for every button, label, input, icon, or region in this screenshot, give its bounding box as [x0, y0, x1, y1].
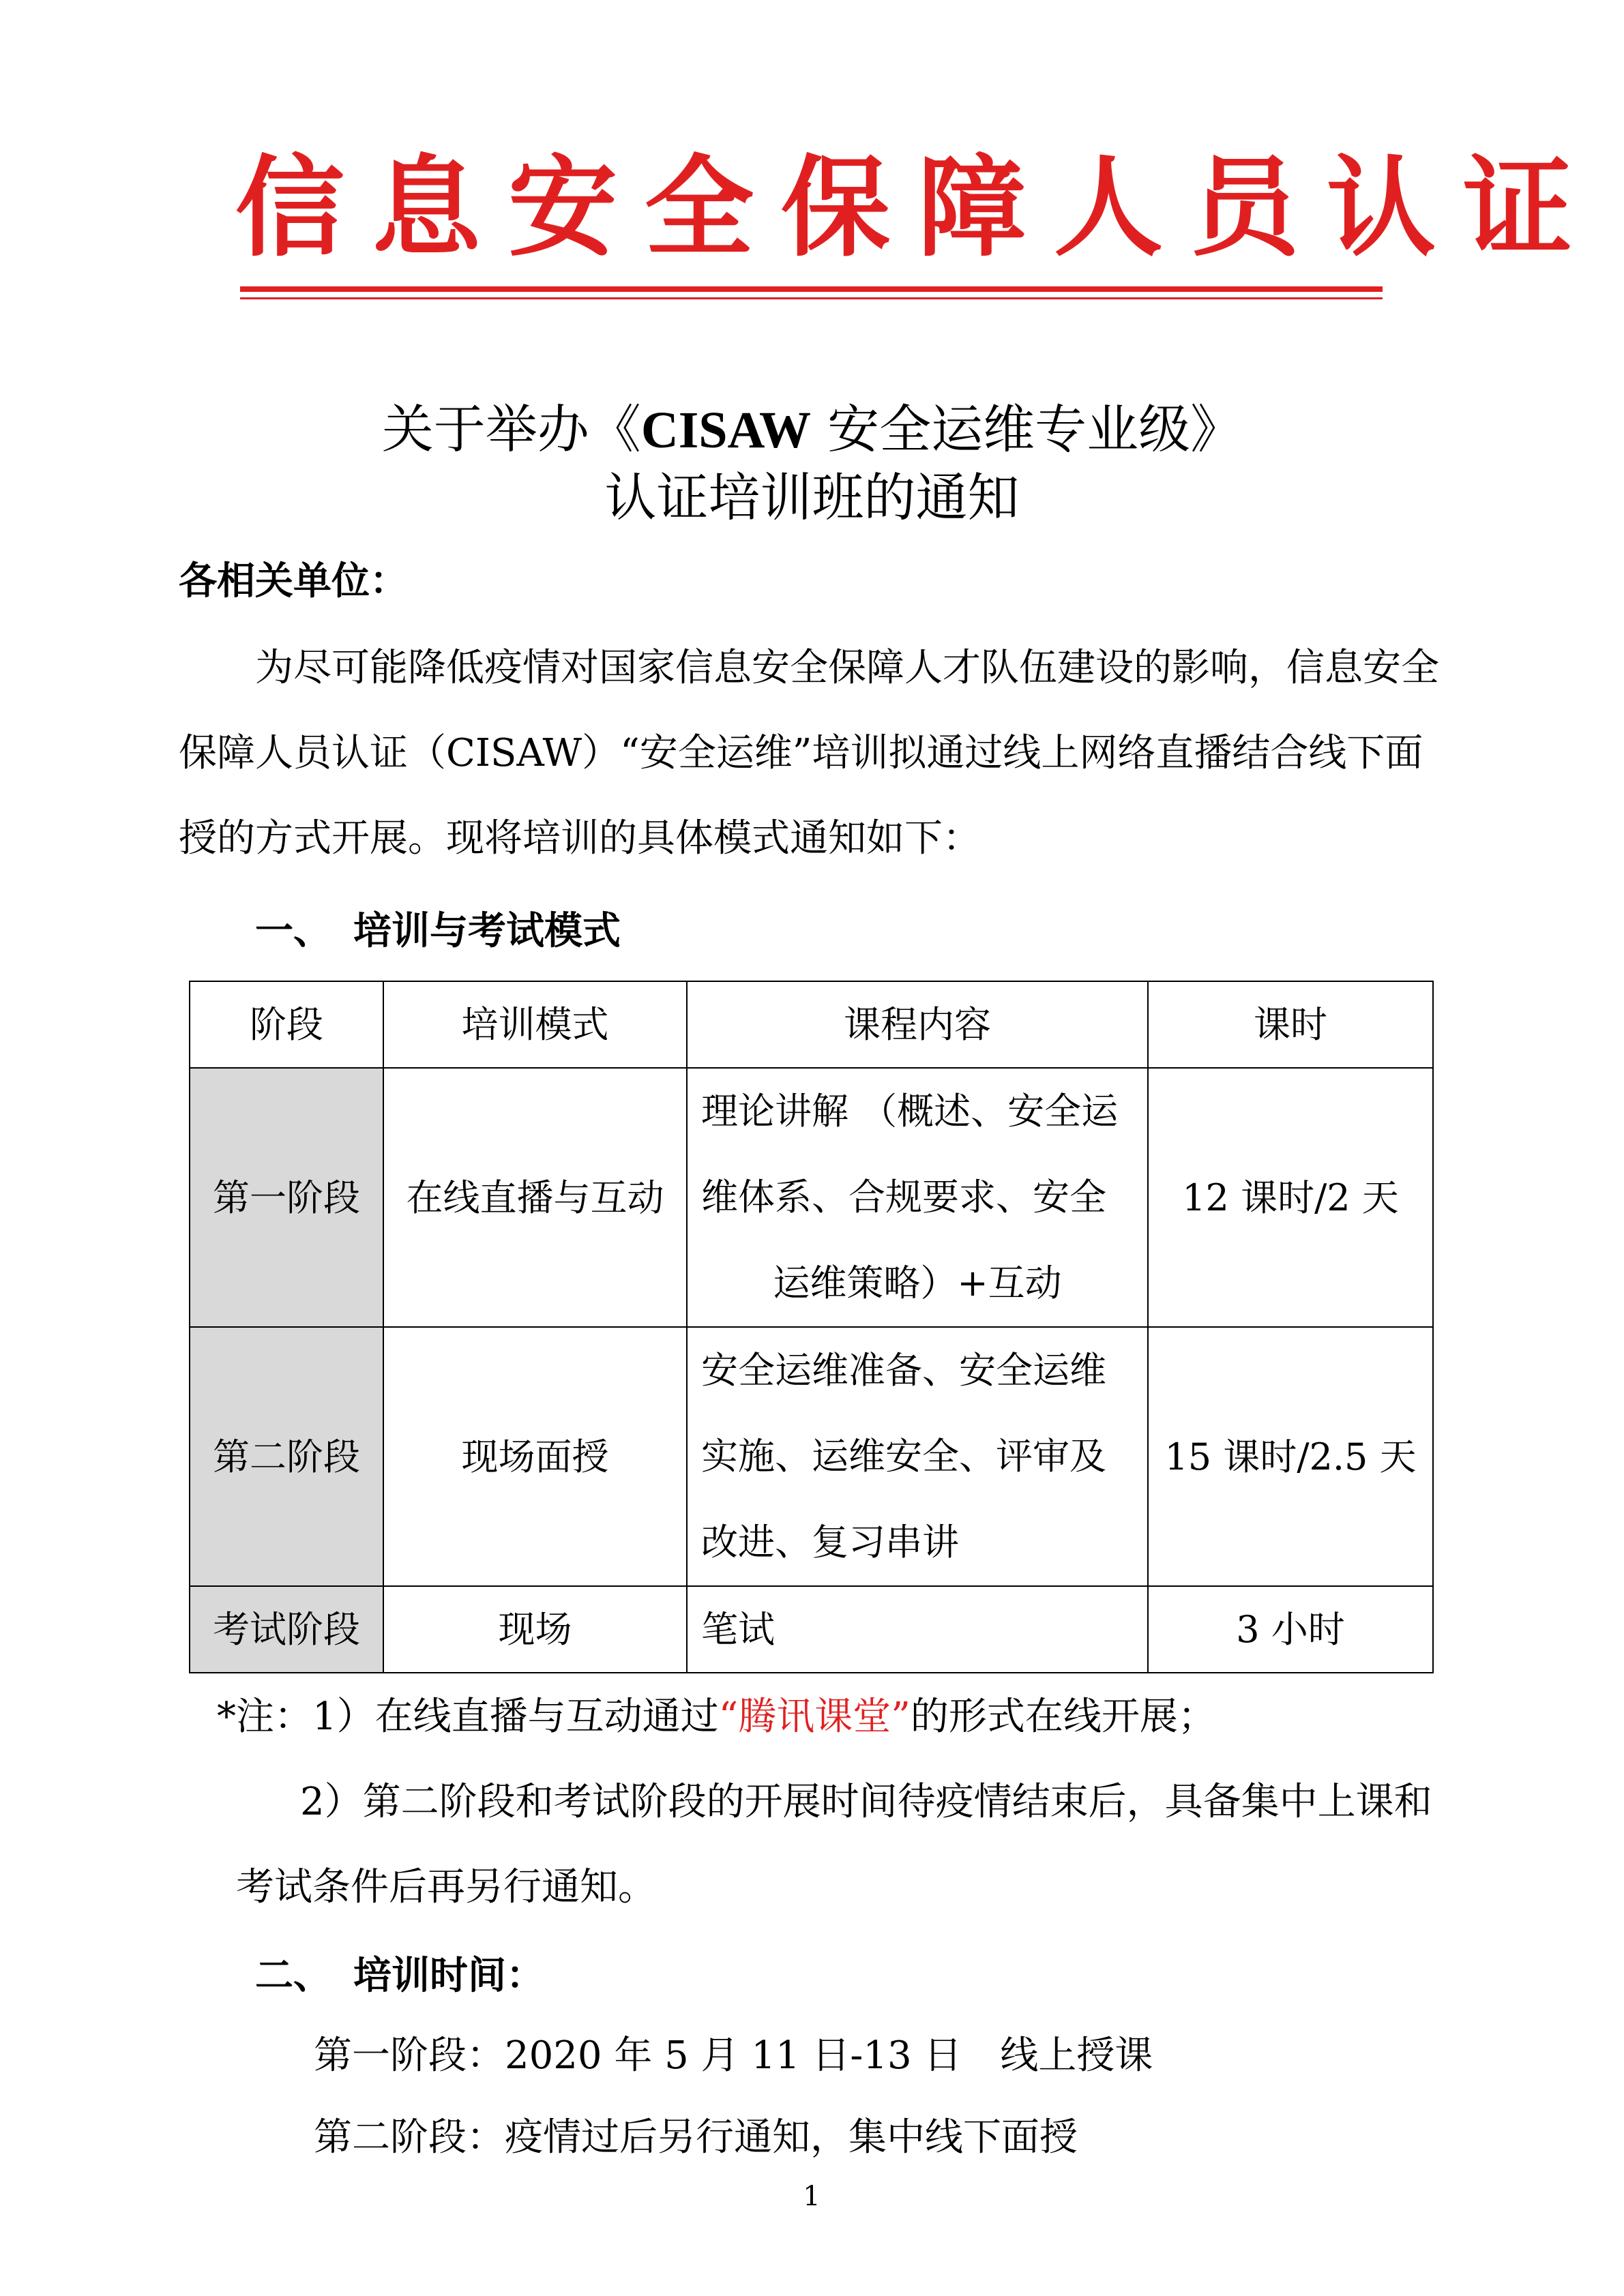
title-prefix: 关于举办《 [381, 399, 641, 460]
tencent-classroom-highlight: “腾讯课堂” [718, 1695, 911, 1739]
row1-content-line: 运维策略）+互动 [773, 1262, 1062, 1304]
intro-line-3: 授的方式开展。现将培训的具体模式通知如下： [179, 816, 981, 861]
note-2-line-1: 2）第二阶段和考试阶段的开展时间待疫情结束后，具备集中上课和 [300, 1780, 1432, 1824]
table-row [190, 1586, 1433, 1673]
certification-banner: 信息安全保障人员认证 [235, 144, 1600, 271]
row3-mode: 现场 [383, 1586, 687, 1673]
row2-content-line: 改进、复习串讲 [701, 1521, 959, 1564]
title-cisaw: CISAW [640, 402, 812, 459]
header-content: 课程内容 [687, 981, 1148, 1068]
row1-content-line: 维体系、合规要求、安全 [701, 1176, 1106, 1219]
note1-text: *注：1）在线直播与互动通过 [217, 1695, 719, 1739]
header-mode: 培训模式 [383, 981, 687, 1068]
salutation: 各相关单位： [179, 558, 408, 603]
row2-hours: 15 课时/2.5 天 [1148, 1327, 1433, 1586]
row1-content [687, 1068, 1148, 1327]
note1-text-end: 的形式在线开展； [910, 1695, 1216, 1739]
row3-hours: 3 小时 [1148, 1586, 1433, 1673]
table-row [190, 1068, 1433, 1327]
title-suffix: 安全运维专业级》 [811, 399, 1243, 460]
row2-content [687, 1327, 1148, 1586]
row1-mode: 在线直播与互动 [383, 1068, 687, 1327]
row3-content: 笔试 [687, 1586, 1148, 1673]
section2-number: 二、 [255, 1953, 331, 1998]
document-title-line2: 认证培训班的通知 [604, 467, 1020, 528]
schedule-stage1: 第一阶段：2020 年 5 月 11 日-13 日 线上授课 [314, 2033, 1153, 2078]
page-number: 1 [803, 2181, 821, 2212]
banner-rule-thick [240, 286, 1383, 292]
note-1 [217, 1693, 1216, 1741]
intro-line-1: 为尽可能降低疫情对国家信息安全保障人才队伍建设的影响，信息安全 [255, 646, 1439, 690]
section1-heading: 培训与考试模式 [353, 908, 621, 953]
note-2-line-2: 考试条件后再另行通知。 [236, 1865, 656, 1909]
row2-mode: 现场面授 [383, 1327, 687, 1586]
row3-stage: 考试阶段 [190, 1586, 383, 1673]
document-title-line1 [136, 396, 1488, 464]
training-mode-table [189, 981, 1434, 1673]
row2-stage: 第二阶段 [190, 1327, 383, 1586]
row2-content-line: 安全运维准备、安全运维 [701, 1349, 1106, 1392]
schedule-stage2: 第二阶段：疫情过后另行通知，集中线下面授 [314, 2115, 1078, 2160]
row1-content-line: 理论讲解 （概述、安全运 [701, 1090, 1119, 1133]
row2-content-line: 实施、运维安全、评审及 [701, 1435, 1106, 1478]
table-row [190, 1327, 1433, 1586]
intro-line-2: 保障人员认证（CISAW）“安全运维”培训拟通过线上网络直播结合线下面 [179, 731, 1423, 775]
table-header-row [190, 981, 1433, 1068]
row1-hours: 12 课时/2 天 [1148, 1068, 1433, 1327]
banner-rule-thin [240, 297, 1383, 299]
header-stage: 阶段 [190, 981, 383, 1068]
section1-number: 一、 [255, 908, 331, 953]
header-hours: 课时 [1148, 981, 1433, 1068]
row1-stage: 第一阶段 [190, 1068, 383, 1327]
section2-heading: 培训时间： [353, 1953, 544, 1998]
